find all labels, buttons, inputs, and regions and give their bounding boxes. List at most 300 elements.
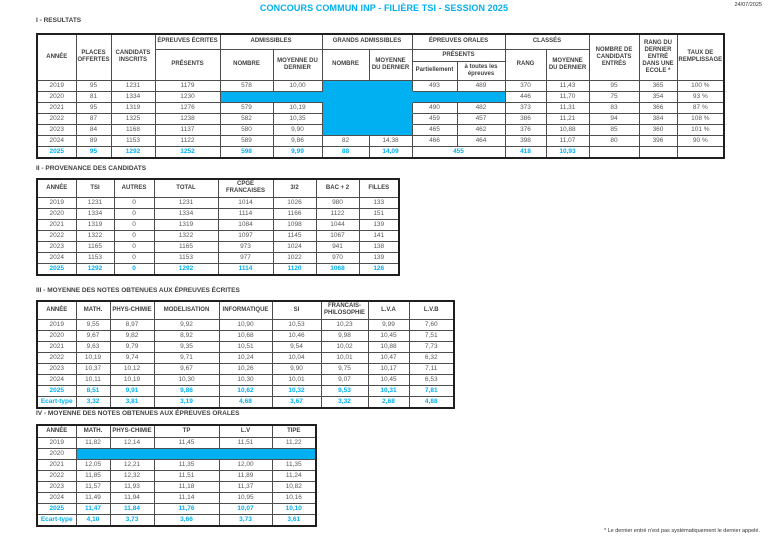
table-row	[37, 197, 399, 208]
column-header: TP	[154, 425, 219, 437]
table-cell: 1319	[154, 219, 218, 230]
table-cell: Ecart-type	[37, 514, 76, 526]
table-cell: 2022	[37, 352, 76, 363]
table-cell: 7,60	[409, 319, 454, 330]
table-cell: 2022	[37, 230, 76, 241]
table-cell: 489	[457, 80, 505, 91]
table-cell: 1276	[155, 102, 220, 113]
column-header: MODELISATION	[154, 301, 219, 319]
column-header: SI	[272, 301, 321, 319]
table-cell: 1114	[218, 208, 273, 219]
table-cell	[589, 146, 639, 158]
table-cell: 9,99	[368, 319, 409, 330]
table-cell: 10,24	[219, 352, 272, 363]
table-cell: 1153	[111, 135, 155, 146]
table-cell: 579	[220, 102, 273, 113]
table-cell: 970	[316, 252, 359, 263]
table-cell: 11,89	[219, 470, 272, 481]
table-cell: 1231	[111, 80, 155, 91]
column-header-candidats-entres: NOMBRE DE CANDIDATS ENTRÉS	[589, 34, 639, 80]
table-row	[37, 341, 454, 352]
column-header-rang: RANG	[505, 49, 546, 80]
table-row	[37, 503, 316, 514]
table-cell: 1137	[155, 124, 220, 135]
table-cell: 459	[412, 113, 457, 124]
date-stamp: 24/07/2025	[734, 2, 762, 8]
table-row	[37, 124, 724, 135]
table-cell: 141	[359, 230, 399, 241]
table-cell	[677, 146, 724, 158]
table-cell: 11,47	[76, 503, 110, 514]
table-cell: 11,14	[154, 492, 219, 503]
table-cell: 9,99	[273, 146, 322, 158]
table-cell: 1168	[111, 124, 155, 135]
table-cell: 0	[114, 230, 154, 241]
table-cell: 3,67	[272, 396, 321, 408]
header-row	[37, 179, 399, 197]
table-cell: 87	[76, 113, 111, 124]
table-cell: 462	[457, 124, 505, 135]
table-cell: 126	[359, 263, 399, 275]
table-cell: 1322	[154, 230, 218, 241]
table-cell: 1238	[155, 113, 220, 124]
table-cell: 9,90	[272, 363, 321, 374]
table-cell: 2025	[37, 146, 76, 158]
section-title-provenance: II - PROVENANCE DES CANDIDATS	[36, 165, 147, 172]
table-cell: 133	[359, 197, 399, 208]
table-cell: 7,11	[409, 363, 454, 374]
table-cell	[639, 146, 677, 158]
table-cell: 95	[76, 146, 111, 158]
table-cell: 9,54	[272, 341, 321, 352]
table-cell: 9,53	[321, 385, 368, 396]
section-title-resultats: I - RESULTATS	[36, 17, 82, 24]
provenance-table	[36, 178, 400, 276]
column-header: AUTRES	[114, 179, 154, 197]
table-cell: 1322	[76, 230, 114, 241]
table-cell: 482	[457, 102, 505, 113]
results-table	[36, 33, 725, 159]
table-row	[37, 263, 399, 275]
table-cell: 1024	[273, 241, 316, 252]
table-cell: 1068	[316, 263, 359, 275]
table-cell: 9,67	[76, 330, 110, 341]
table-cell: 8,97	[110, 319, 154, 330]
column-header: ANNÉE	[37, 301, 76, 319]
column-header-annee: ANNÉE	[37, 34, 76, 80]
table-cell: 11,45	[154, 437, 219, 448]
table-cell: 138	[359, 241, 399, 252]
provenance-table-body	[37, 197, 399, 275]
table-cell: 10,88	[546, 124, 589, 135]
column-header: PHYS-CHIMIE	[110, 301, 154, 319]
table-cell: 80	[589, 135, 639, 146]
column-header: ANNÉE	[37, 179, 76, 197]
column-header: INFORMATIQUE	[219, 301, 272, 319]
table-cell: 365	[639, 80, 677, 91]
table-cell: 386	[505, 113, 546, 124]
table-cell: 10,47	[368, 352, 409, 363]
results-table-body	[37, 80, 724, 158]
table-cell: 12,14	[110, 437, 154, 448]
table-cell: 2020	[37, 208, 76, 219]
column-header-presents-orales: PRÉSENTS	[412, 49, 505, 61]
column-header-epreuves-ecrites: ÉPREUVES ÉCRITES	[155, 34, 220, 49]
column-header-partiellement: Partiellement	[412, 61, 457, 80]
header-row	[37, 425, 316, 437]
table-cell: 10,01	[321, 352, 368, 363]
table-cell: 2021	[37, 219, 76, 230]
table-cell: 9,79	[110, 341, 154, 352]
table-cell: 1114	[218, 263, 273, 275]
table-cell: 3,19	[154, 396, 219, 408]
table-cell: 973	[218, 241, 273, 252]
table-cell: 10,35	[273, 113, 322, 124]
table-cell: 398	[505, 135, 546, 146]
table-cell: 11,94	[110, 492, 154, 503]
table-cell: 2019	[37, 437, 76, 448]
table-cell: 9,86	[154, 385, 219, 396]
table-cell: 6,53	[409, 374, 454, 385]
column-header-grands-admissibles: GRANDS ADMISSIBLES	[322, 34, 412, 49]
table-cell: 10,01	[272, 374, 321, 385]
table-cell: 2023	[37, 363, 76, 374]
table-row	[37, 241, 399, 252]
column-header-nombre-grands-admissibles: NOMBRE	[322, 49, 369, 80]
table-row	[37, 437, 316, 448]
table-cell: 464	[457, 135, 505, 146]
table-cell: 493	[412, 80, 457, 91]
table-row	[37, 363, 454, 374]
table-cell: 1044	[316, 219, 359, 230]
table-cell: 10,93	[546, 146, 589, 158]
table-cell: 490	[412, 102, 457, 113]
table-cell: 9,35	[154, 341, 219, 352]
table-cell: 85	[589, 124, 639, 135]
table-cell: 0	[114, 197, 154, 208]
table-cell: 9,82	[110, 330, 154, 341]
page-title: CONCOURS COMMUN INP - FILIÈRE TSI - SESSION 2025	[259, 3, 509, 13]
table-cell: 1334	[154, 208, 218, 219]
table-cell: 9,55	[76, 319, 110, 330]
column-header: FRANCAIS- PHILOSOPHIE	[321, 301, 368, 319]
table-cell: 4,10	[76, 514, 110, 526]
table-cell: 9,67	[154, 363, 219, 374]
table-cell: 10,26	[219, 363, 272, 374]
table-cell: 2021	[37, 459, 76, 470]
header-row	[37, 301, 454, 319]
table-cell: 2024	[37, 252, 76, 263]
table-cell: 11,76	[154, 503, 219, 514]
table-cell: 10,62	[219, 385, 272, 396]
table-cell: 94	[589, 113, 639, 124]
table-cell: 11,18	[154, 481, 219, 492]
table-cell: 457	[457, 113, 505, 124]
column-header-taux: TAUX DE REMPLISSAGE	[677, 34, 724, 80]
table-row	[37, 492, 316, 503]
table-cell: 10,02	[321, 341, 368, 352]
table-cell: 0	[114, 252, 154, 263]
table-cell: 2019	[37, 80, 76, 91]
table-cell: 10,32	[272, 385, 321, 396]
table-cell: 7,73	[409, 341, 454, 352]
table-cell: 376	[505, 124, 546, 135]
table-cell: 3,66	[154, 514, 219, 526]
table-cell: 3,32	[76, 396, 110, 408]
table-row	[37, 448, 316, 459]
table-cell: 2025	[37, 385, 76, 396]
table-cell: 11,07	[546, 135, 589, 146]
table-cell: 466	[412, 135, 457, 146]
table-cell: 9,91	[110, 385, 154, 396]
table-cell: 2023	[37, 241, 76, 252]
table-cell: 455	[412, 146, 505, 158]
column-header: TOTAL	[154, 179, 218, 197]
table-row	[37, 219, 399, 230]
notes-orales-table-body	[37, 437, 316, 526]
table-cell: 1231	[154, 197, 218, 208]
masked-cell	[322, 91, 412, 102]
table-row	[37, 252, 399, 263]
table-cell: 2019	[37, 319, 76, 330]
table-cell: 11,51	[219, 437, 272, 448]
column-header: FILLES	[359, 179, 399, 197]
table-row	[37, 514, 316, 526]
table-cell: 11,51	[154, 470, 219, 481]
table-cell: 2019	[37, 197, 76, 208]
column-header-admissibles: ADMISSIBLES	[220, 34, 322, 49]
table-cell: 10,12	[110, 363, 154, 374]
table-cell: 2020	[37, 330, 76, 341]
table-cell: 2020	[37, 448, 76, 459]
table-cell: 11,49	[76, 492, 110, 503]
table-cell: 2020	[37, 91, 76, 102]
table-cell: 95	[76, 102, 111, 113]
table-cell: 1026	[273, 197, 316, 208]
column-header-nombre-admissibles: NOMBRE	[220, 49, 273, 80]
table-cell: 90 %	[677, 135, 724, 146]
table-cell: 1145	[273, 230, 316, 241]
column-header: TIPE	[272, 425, 316, 437]
masked-cell	[322, 80, 412, 91]
table-cell: 366	[639, 102, 677, 113]
table-cell: 2024	[37, 135, 76, 146]
table-cell: 10,46	[272, 330, 321, 341]
provenance-table-header	[37, 179, 399, 197]
table-cell: 10,68	[219, 330, 272, 341]
table-cell: 941	[316, 241, 359, 252]
table-cell: 11,43	[546, 80, 589, 91]
table-cell: 418	[505, 146, 546, 158]
table-cell: 81	[76, 91, 111, 102]
column-header-moyenne-admissibles: MOYENNE DU DERNIER	[273, 49, 322, 80]
masked-cell	[220, 91, 322, 102]
table-cell: 84	[76, 124, 111, 135]
column-header: TSI	[76, 179, 114, 197]
table-row	[37, 385, 454, 396]
table-row	[37, 330, 454, 341]
table-cell: 1067	[316, 230, 359, 241]
table-cell: 3,81	[110, 396, 154, 408]
table-row	[37, 135, 724, 146]
table-cell: 10,00	[273, 80, 322, 91]
table-cell: 11,70	[546, 91, 589, 102]
column-header: L.V	[219, 425, 272, 437]
masked-cell	[76, 448, 316, 459]
column-header-moyenne-grands-admissibles: MOYENNE DU DERNIER	[369, 49, 412, 80]
table-cell: 1292	[111, 146, 155, 158]
table-cell: 7,81	[409, 385, 454, 396]
table-cell: 1084	[218, 219, 273, 230]
table-cell: 9,07	[321, 374, 368, 385]
table-cell: 9,90	[273, 124, 322, 135]
table-cell: 1179	[155, 80, 220, 91]
table-cell: 10,95	[219, 492, 272, 503]
table-cell: 598	[220, 146, 273, 158]
table-cell: 10,51	[219, 341, 272, 352]
table-cell: 1319	[76, 219, 114, 230]
table-cell: 578	[220, 80, 273, 91]
table-cell: 3,32	[321, 396, 368, 408]
table-cell: 10,88	[368, 341, 409, 352]
table-row	[37, 113, 724, 124]
table-cell: 11,31	[546, 102, 589, 113]
column-header-inscrits: CANDIDATS INSCRITS	[111, 34, 155, 80]
table-cell: 10,19	[76, 352, 110, 363]
table-cell: 1022	[273, 252, 316, 263]
table-cell: 3,73	[219, 514, 272, 526]
table-cell: Ecart-type	[37, 396, 76, 408]
table-row	[37, 319, 454, 330]
table-cell: 12,32	[110, 470, 154, 481]
table-cell: 373	[505, 102, 546, 113]
table-cell: 100 %	[677, 80, 724, 91]
notes-ecrites-table-body	[37, 319, 454, 408]
table-cell: 1292	[154, 263, 218, 275]
table-cell: 0	[114, 241, 154, 252]
column-header: MATH.	[76, 425, 110, 437]
notes-orales-table	[36, 424, 317, 527]
table-cell: 2024	[37, 374, 76, 385]
table-cell: 10,37	[76, 363, 110, 374]
table-cell: 1319	[111, 102, 155, 113]
section-title-notes-orales: IV - MOYENNE DES NOTES OBTENUES AUX ÉPREUVES ORALES	[36, 410, 240, 417]
table-cell: 2024	[37, 492, 76, 503]
notes-ecrites-table-header	[37, 301, 454, 319]
table-cell: 1230	[155, 91, 220, 102]
masked-cell	[412, 91, 505, 102]
table-cell: 10,11	[76, 374, 110, 385]
column-header: MATH.	[76, 301, 110, 319]
table-cell: 11,22	[272, 437, 316, 448]
table-cell: 2025	[37, 503, 76, 514]
table-cell: 1098	[273, 219, 316, 230]
table-cell: 980	[316, 197, 359, 208]
table-cell: 2022	[37, 470, 76, 481]
table-cell: 10,07	[219, 503, 272, 514]
table-cell: 10,30	[219, 374, 272, 385]
table-cell: 82	[322, 135, 369, 146]
table-cell: 1292	[76, 263, 114, 275]
table-cell: 396	[639, 135, 677, 146]
table-cell: 89	[76, 135, 111, 146]
table-cell: 9,71	[154, 352, 219, 363]
table-cell: 11,24	[272, 470, 316, 481]
table-cell: 10,90	[219, 319, 272, 330]
table-row	[37, 374, 454, 385]
table-cell: 1325	[111, 113, 155, 124]
results-table-header	[37, 34, 724, 80]
table-cell: 2,68	[368, 396, 409, 408]
table-cell: 1252	[155, 146, 220, 158]
table-cell: 9,92	[154, 319, 219, 330]
table-cell: 11,35	[272, 459, 316, 470]
table-cell: 87 %	[677, 102, 724, 113]
table-cell: 1231	[76, 197, 114, 208]
table-cell: 1153	[76, 252, 114, 263]
table-cell: 7,51	[409, 330, 454, 341]
table-cell: 977	[218, 252, 273, 263]
table-cell: 9,86	[273, 135, 322, 146]
table-cell: 10,31	[368, 385, 409, 396]
table-cell: 1166	[273, 208, 316, 219]
table-cell: 10,16	[272, 492, 316, 503]
notes-ecrites-table	[36, 300, 455, 409]
table-row	[37, 481, 316, 492]
table-row	[37, 230, 399, 241]
table-cell: 10,19	[110, 374, 154, 385]
table-cell: 10,23	[321, 319, 368, 330]
table-cell: 10,19	[273, 102, 322, 113]
table-cell: 88	[322, 146, 369, 158]
column-header-classes: CLASSÉS	[505, 34, 589, 49]
column-header: 3/2	[273, 179, 316, 197]
table-cell: 95	[589, 80, 639, 91]
table-cell: 10,45	[368, 330, 409, 341]
table-cell: 1165	[76, 241, 114, 252]
table-cell: 83	[589, 102, 639, 113]
section-title-notes-ecrites: III - MOYENNE DES NOTES OBTENUES AUX ÉPREUVES ÉCRITES	[36, 287, 240, 294]
table-cell: 1120	[273, 263, 316, 275]
notes-orales-table-header	[37, 425, 316, 437]
table-cell: 11,93	[110, 481, 154, 492]
table-cell: 139	[359, 219, 399, 230]
table-cell: 384	[639, 113, 677, 124]
table-cell: 3,73	[110, 514, 154, 526]
table-cell: 93 %	[677, 91, 724, 102]
table-cell: 101 %	[677, 124, 724, 135]
table-cell: 10,17	[368, 363, 409, 374]
table-cell: 4,88	[409, 396, 454, 408]
table-cell: 1122	[316, 208, 359, 219]
table-cell: 10,30	[154, 374, 219, 385]
table-cell: 354	[639, 91, 677, 102]
column-header: L.V.A	[368, 301, 409, 319]
table-cell: 8,51	[76, 385, 110, 396]
table-cell: 9,74	[110, 352, 154, 363]
table-row	[37, 396, 454, 408]
table-row	[37, 102, 724, 113]
table-cell: 10,45	[368, 374, 409, 385]
table-row	[37, 459, 316, 470]
table-cell: 2022	[37, 113, 76, 124]
masked-cell	[322, 102, 412, 113]
table-cell: 10,82	[272, 481, 316, 492]
table-cell: 2025	[37, 263, 76, 275]
masked-cell	[322, 113, 412, 124]
table-row	[37, 208, 399, 219]
table-cell: 12,21	[110, 459, 154, 470]
